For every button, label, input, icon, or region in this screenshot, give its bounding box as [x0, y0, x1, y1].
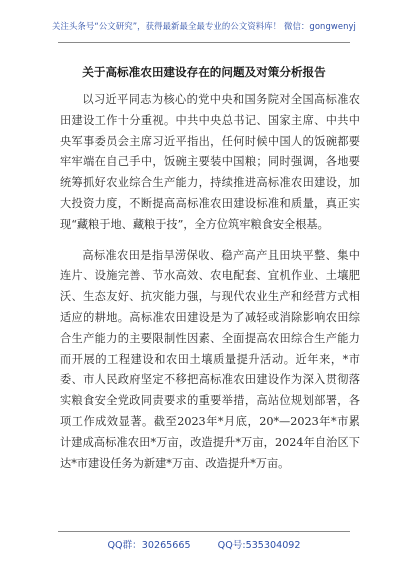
footer-qq-group: QQ群：30265665	[107, 540, 191, 551]
footer-note	[0, 537, 408, 551]
paragraph-1: 以习近平同志为核心的党中央和国务院对全国高标准农田建设工作十分重视。中共中央总书记、国家主席、中共中央军事委员会主席习近平指出，任何时候中国人的饭碗都要牢牢端在自己手中，饭碗主要装中国粮；同时强调，各地要统筹抓好农业综合生产能力，持续推进高标准农田建设，加大投资力度，不断提高高标准农田建设标准和质量，真正实现“藏粮于地、藏粮于技”，全方位筑牢粮食安全根基。	[60, 93, 360, 231]
header-divider	[58, 42, 350, 43]
paragraph-2: 高标准农田是指旱涝保收、稳产高产且田块平整、集中连片、设施完善、节水高效、农电配套、宜机作业、土壤肥沃、生态友好、抗灾能力强，与现代农业生产和经营方式相适应的耕地。高标准农田建设是为了减轻或消除影响农田综合生产能力的主要限制性因素、全面提高农田综合生产能力而开展的工程建设和农田土壤质量提升活动。近年来，*市委、市人民政府坚定不移把高标准农田建设作为深入贯彻落实粮食安全党政同责要求的重要举措，高站位规划部署，各项工作成效显著。截至2023年*月底，20*—2023年*市累计建成高标准农田*万亩，改造提升*万亩，2024年自治区下达*市建设任务为新建*万亩、改造提升*万亩。	[60, 248, 360, 470]
footer-qq-number: QQ号:535304092	[217, 540, 301, 551]
document-title: 关于高标准农田建设存在的问题及对策分析报告	[82, 65, 326, 79]
header-note: 关注头条号“公文研究”，获得最新最全最专业的公文资料库！ 微信：gongwenyj	[52, 21, 356, 31]
footer-divider	[58, 531, 350, 532]
document-body	[60, 90, 360, 474]
